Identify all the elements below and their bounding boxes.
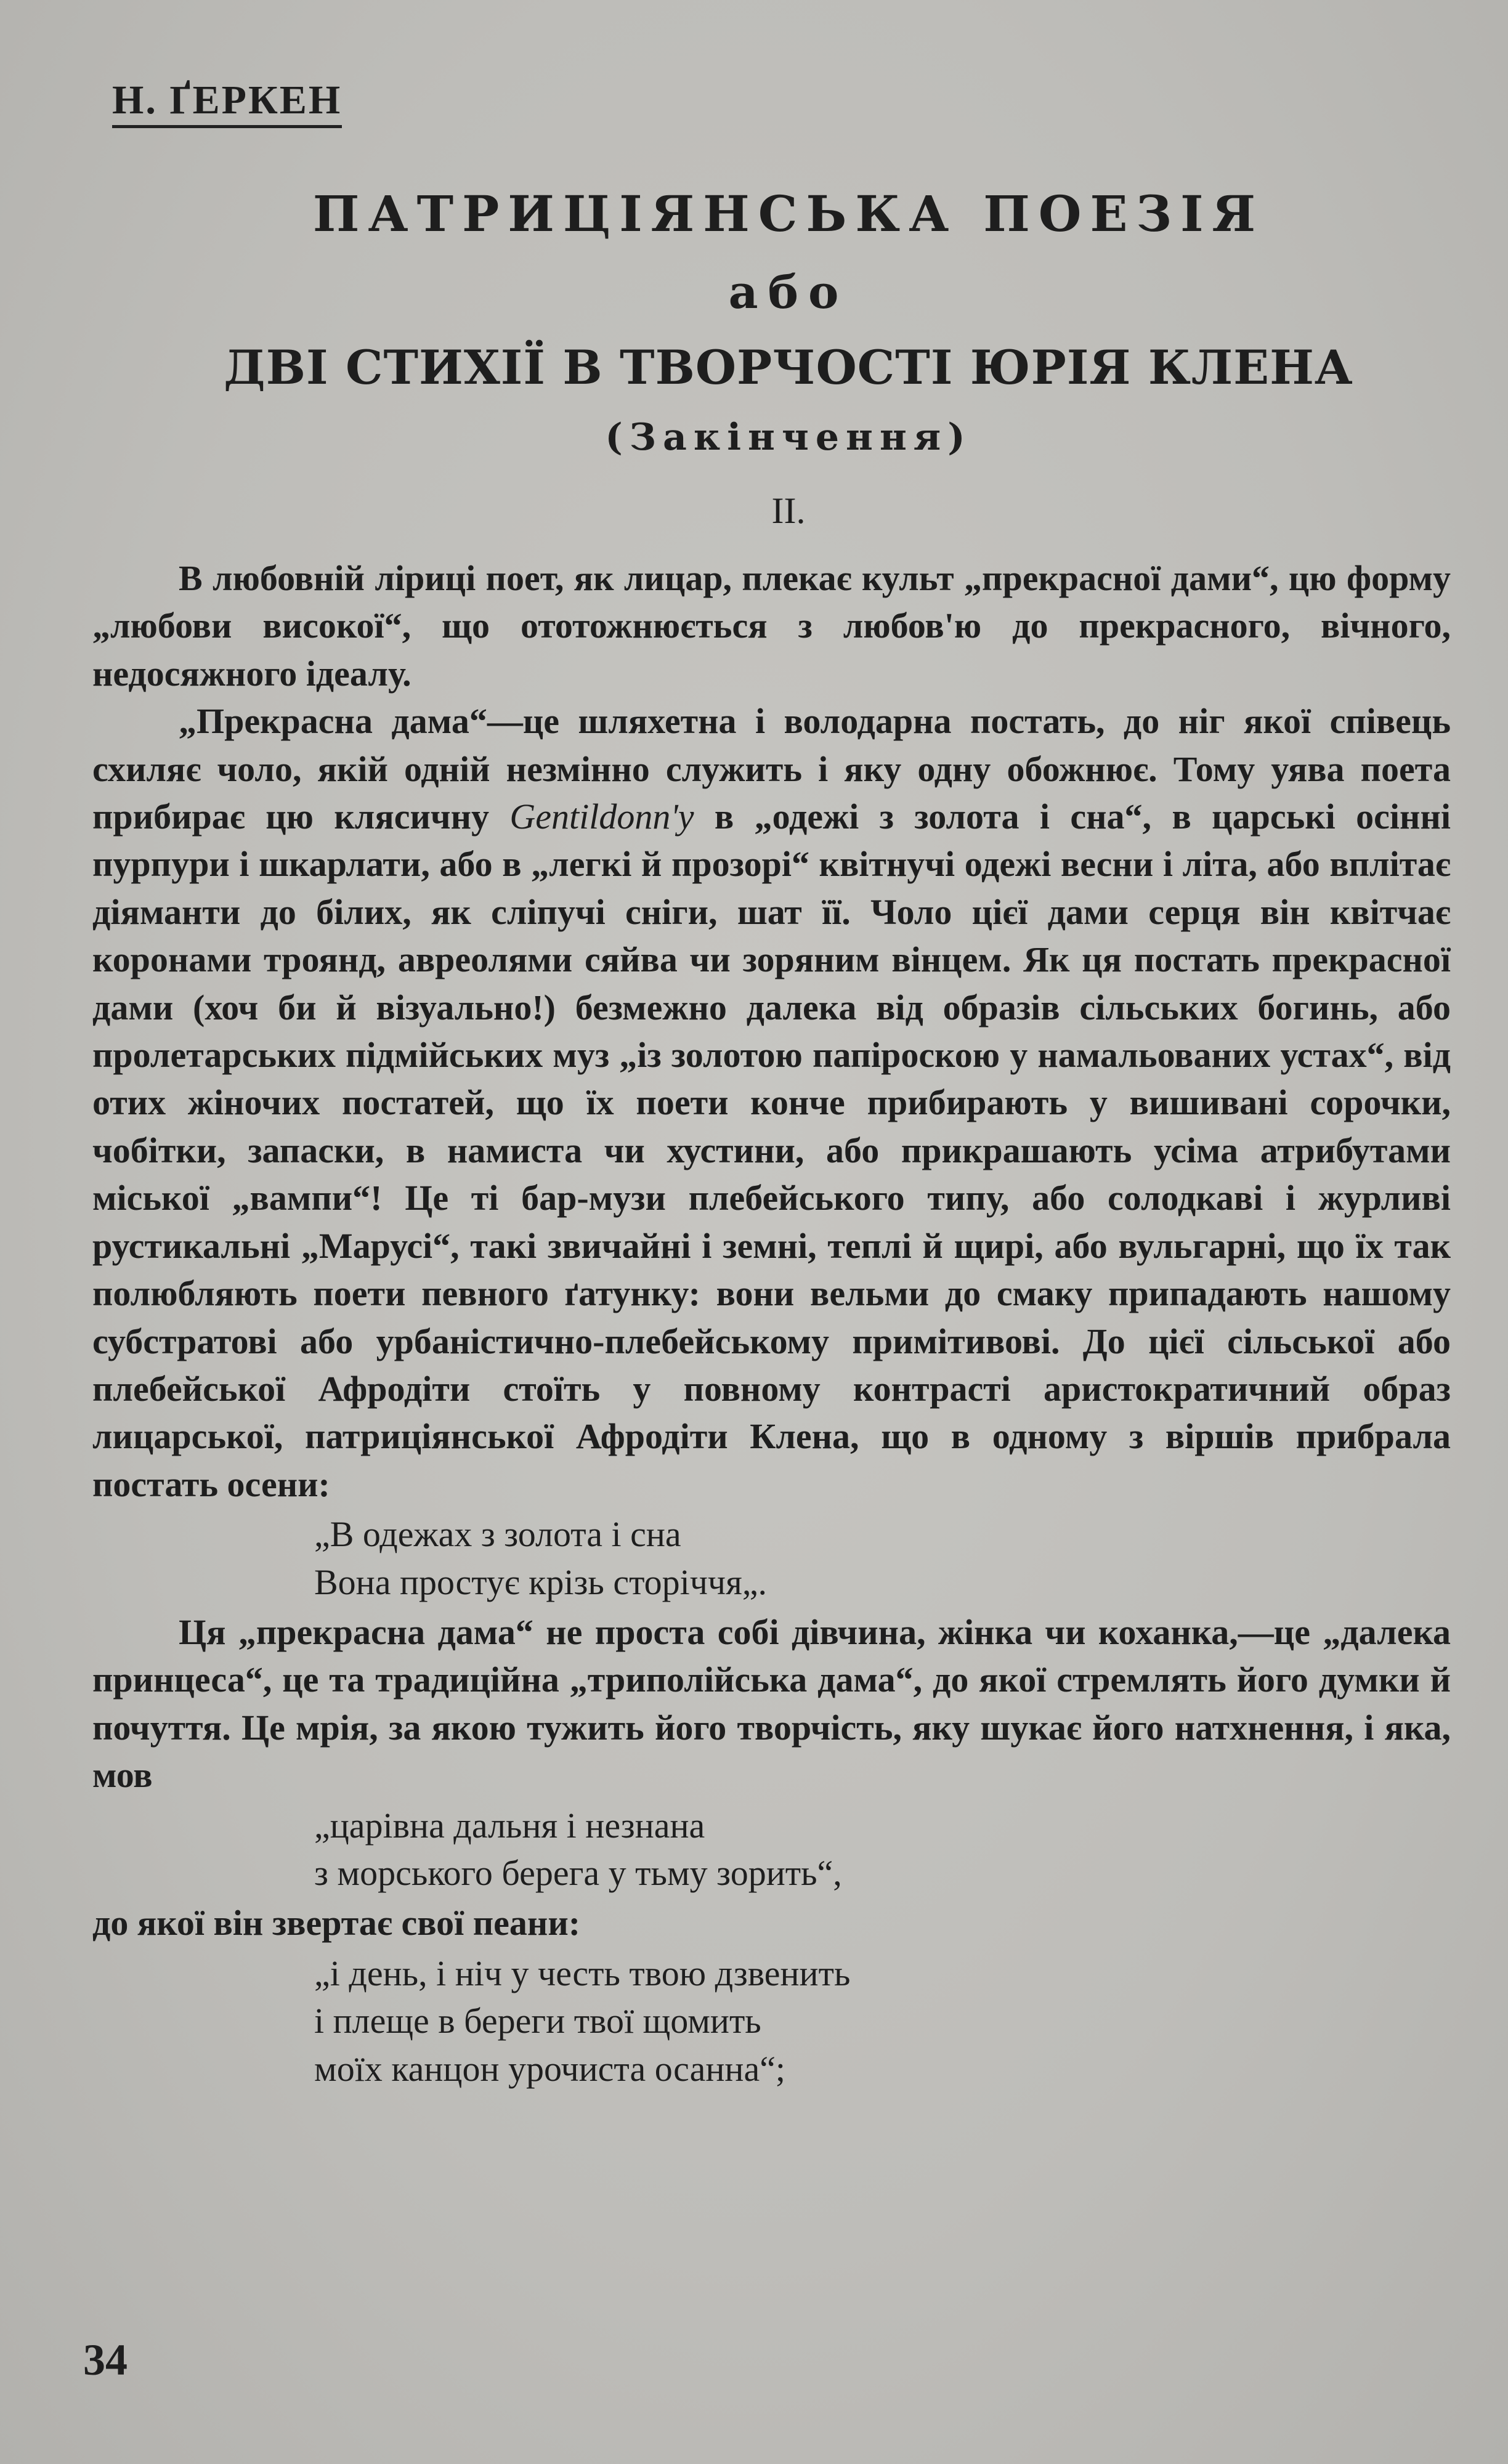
title-main: ПАТРИЦІЯНСЬКА ПОЕЗІЯ xyxy=(312,185,1265,243)
paragraph-2-italic-term: Gentildonn'y xyxy=(509,796,694,837)
paragraph-2-part-b: в „одежі з золота і сна“, в царські осінні пурпури і шкарлати, або в „легкі й прозорі“ квітнучі одежі весни і літа, або вплітає діяманти до білих, як сліпучі сніги, шат її. Чоло цієї дами серця він квітчає коронами троянд, авреолями сяйва чи зоряним вінцем. Як ця постать прекрасної дами (хоч би й візуально!) безмежно далека від образів сільських богинь, або пролетарських підмійських муз „із золотою папіроскою у намальованих устах“, від отих жіночих постатей, що їх поети конче прибирають у вишивані сорочки, чобітки, запаски, в намиста чи хустини, або прикрашають усіма атрибутами міської „вампи“! Це ті бар-музи плебейського типу, або солодкаві і журливі рустикальні „Марусі“, такі звичайні і земні, теплі й щирі, або вульгарні, що їх так полюбляють поети певного ґатунку: вони вельми до смаку припадають нашому субстратові або урбаністично-плебейському примітивові. До цієї сільської або плебейської Афродіти стоїть у повному контрасті аристократичний образ лицарської, патриціянської Афродіти Клена, що в одному з віршів прибрала постать осени: xyxy=(92,796,1451,1504)
paragraph-2 xyxy=(92,697,1451,1508)
verse-line: „царівна дальня і незнана xyxy=(314,1805,705,1846)
verse-quote-2 xyxy=(314,1802,1451,1897)
verse-line: з морського берега у тьму зорить“, xyxy=(314,1852,842,1893)
title-continuation-note: (Закінчення) xyxy=(605,416,972,459)
title-conjunction: або xyxy=(728,266,849,319)
section-number: II. xyxy=(771,490,806,531)
paragraph-2-part-a: „Прекрасна дама“—це шляхетна і володарна постать, до ніг якої співець схиляє чоло, якій одній незмінно служить і яку одну обожнює. Тому уява поета прибирає цю клясичну xyxy=(92,701,1451,837)
verse-line: „В одежах з золота і сна xyxy=(314,1514,681,1555)
paragraph-1: В любовній ліриці поет, як лицар, плекає культ „прекрасної дами“, цю форму „любови високої“, що ототожнюється з любов'ю до прекрасного, вічного, недосяжного ідеалу. xyxy=(92,558,1451,694)
verse-quote-3 xyxy=(314,1950,1451,2093)
verse-quote-1 xyxy=(314,1510,1451,1606)
verse-line: і плеще в береги твої щомить xyxy=(314,2001,761,2041)
article-body xyxy=(92,554,1451,2095)
verse-line: Вона простує крізь сторіччя„. xyxy=(314,1562,768,1602)
verse-line: „і день, і ніч у честь твою дзвенить xyxy=(314,1953,851,1993)
author-name: Н. ҐЕРКЕН xyxy=(112,77,342,128)
paragraph-3: Ця „прекрасна дама“ не проста собі дівчина, жінка чи коханка,—це „далека принцеса“, це та традиційна „триполійська дама“, до якої стремлять його думки й почуття. Це мрія, за якою тужить його творчість, яку шукає його натхнення, і яка, мов xyxy=(92,1611,1451,1796)
title-subtitle: ДВІ СТИХІЇ В ТВОРЧОСТІ ЮРІЯ КЛЕНА xyxy=(224,340,1353,395)
verse-line: моїх канцон урочиста осанна“; xyxy=(314,2048,786,2089)
page-number: 34 xyxy=(83,2335,128,2385)
paragraph-4: до якої він звертає свої пеани: xyxy=(92,1903,581,1943)
